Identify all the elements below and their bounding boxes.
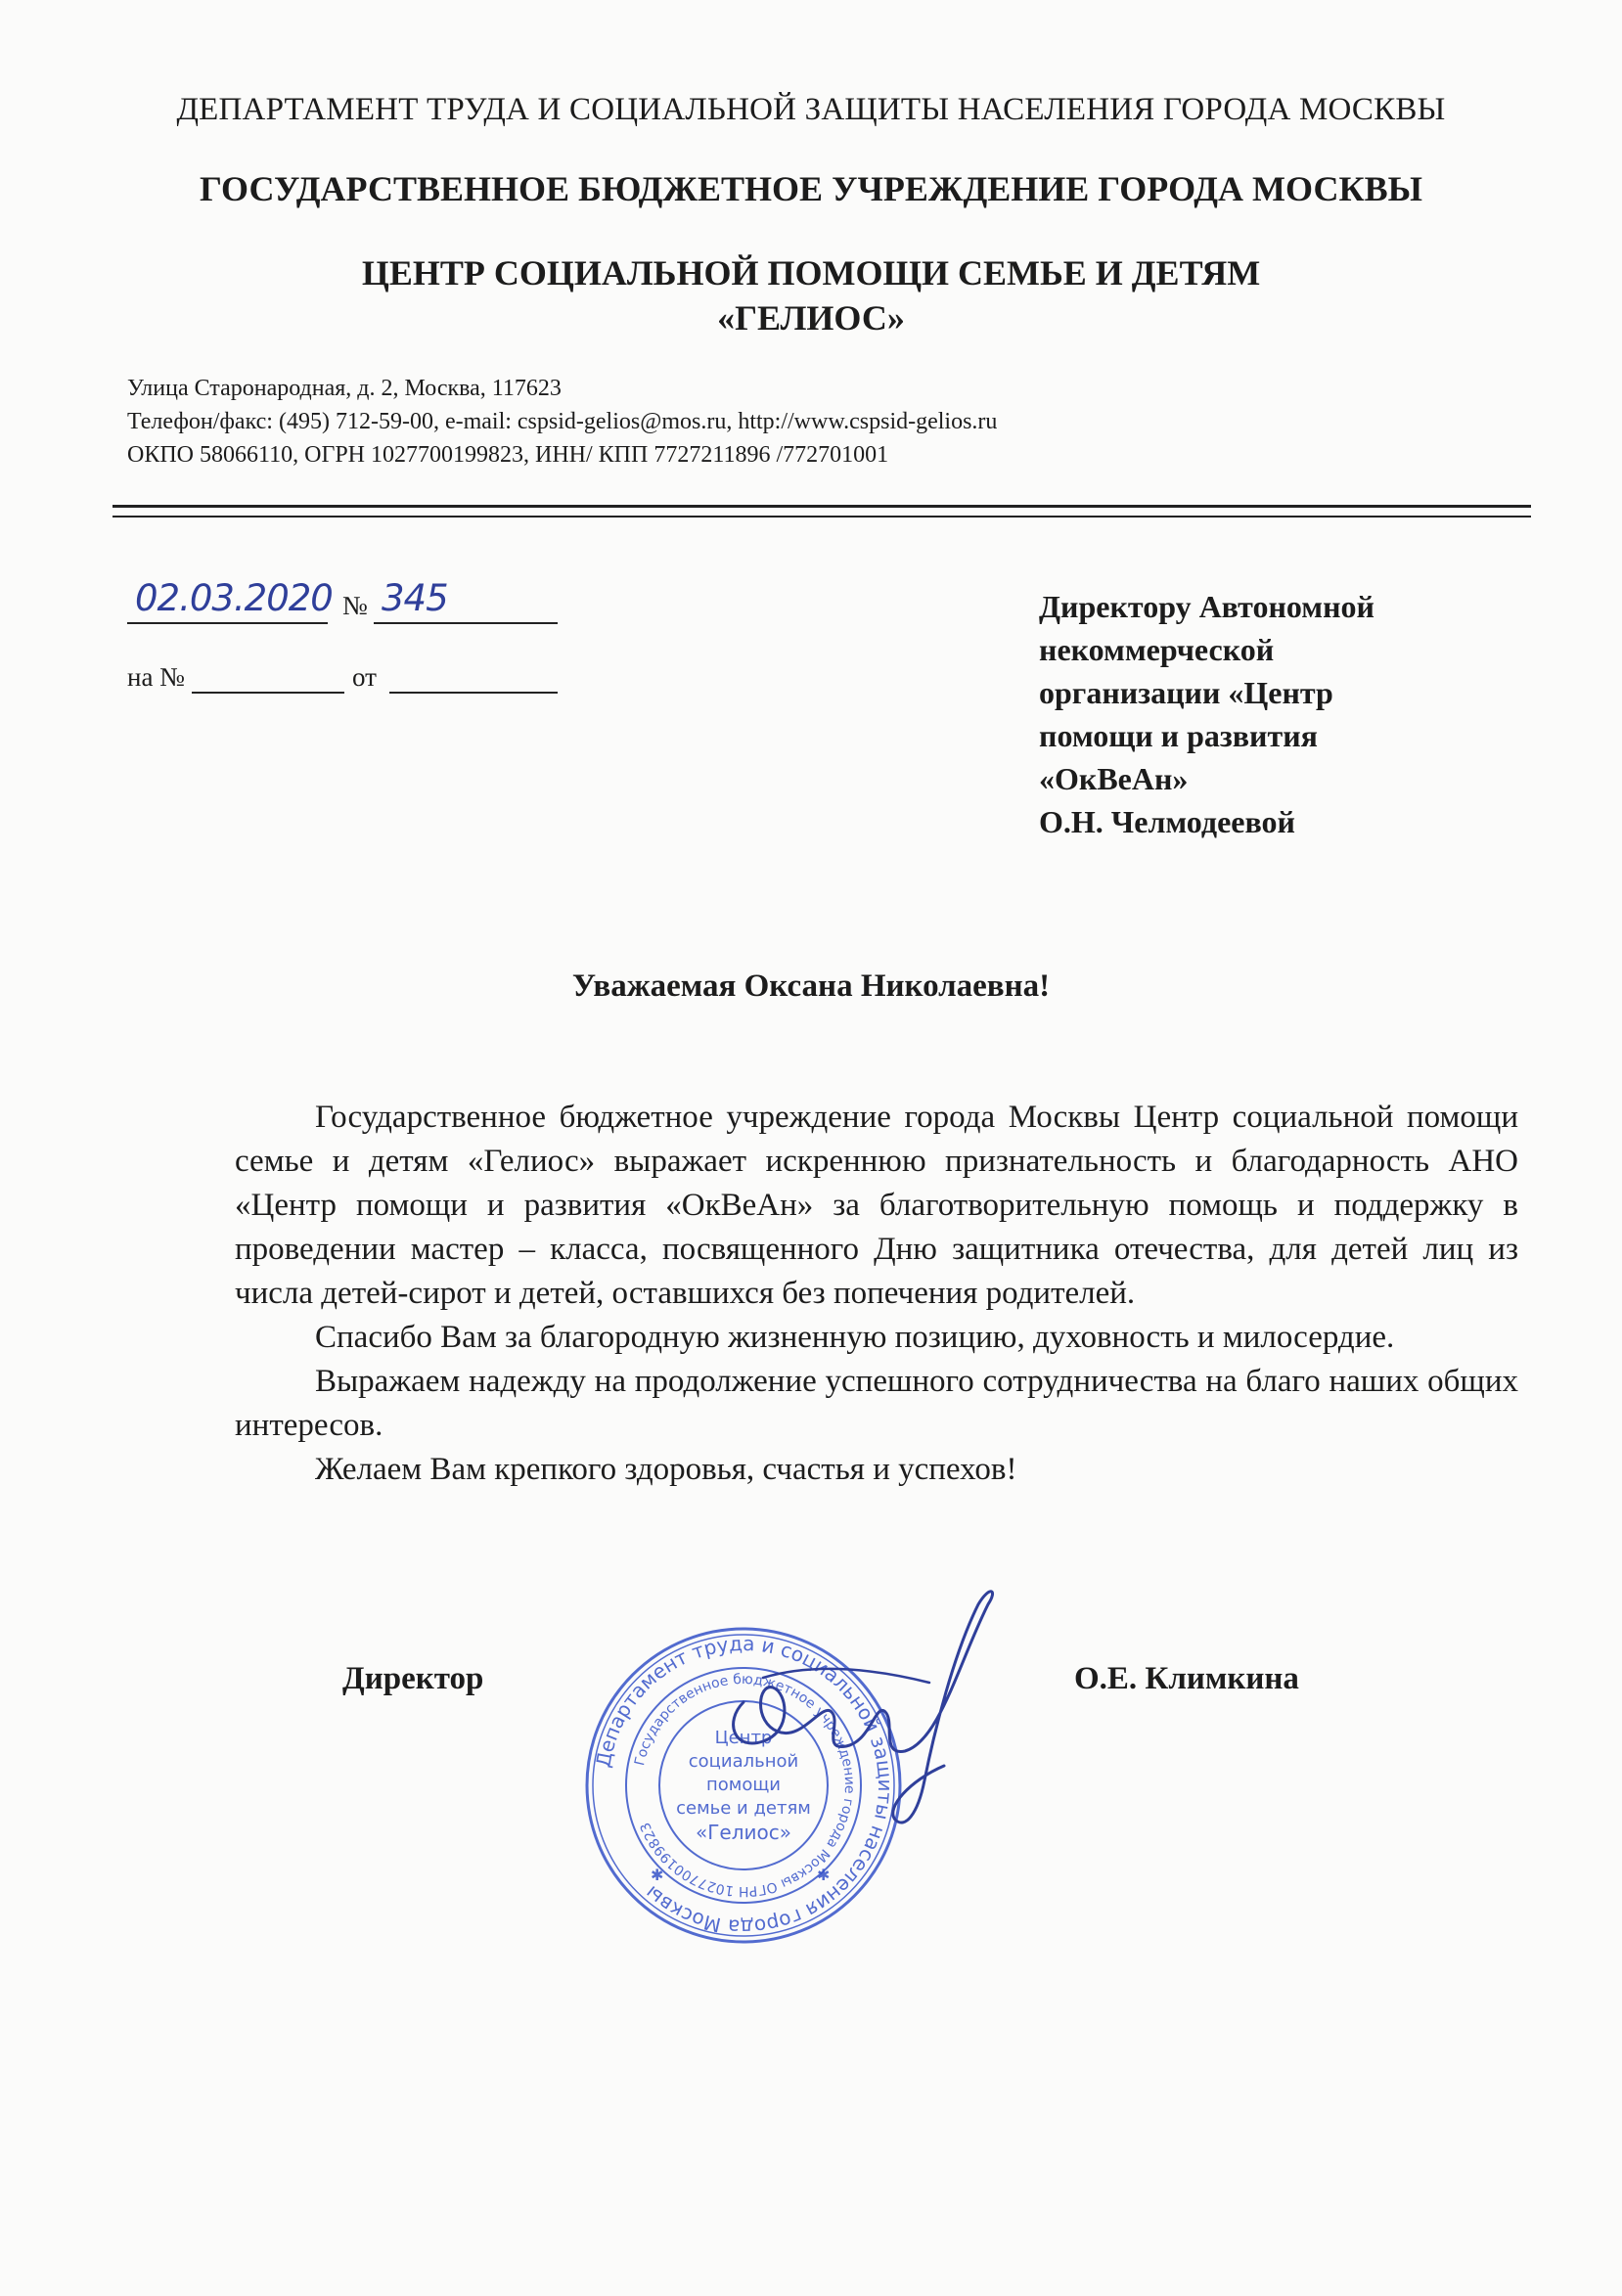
- addressee-name: О.Н. Челмодеевой: [1039, 804, 1295, 839]
- registry-codes: ОКПО 58066110, ОГРН 1027700199823, ИНН/ КПП 7727211896 /772701001: [127, 442, 889, 468]
- outgoing-reference: [127, 577, 558, 628]
- handwritten-number: 345: [382, 577, 448, 619]
- number-underline: [374, 622, 558, 624]
- organization-center-name: [0, 250, 1622, 340]
- handwritten-signature: [704, 1585, 1017, 1849]
- addressee-line: некоммерческой: [1039, 632, 1275, 667]
- contacts-block: [127, 372, 997, 472]
- handwritten-date: 02.03.2020: [135, 577, 333, 619]
- stamp-star-icon: ✱: [651, 1866, 664, 1884]
- body-paragraph: Государственное бюджетное учреждение города Москвы Центр социальной помощи семье и детям «Гелиос» выражает искреннюю признательность и благодарность АНО «Центр помощи и развития «ОкВеАн» за благотворительную помощь и поддержку в проведении мастер – класса, посвященного Дню защитника отечества, для детей лиц из числа детей-сирот и детей, оставшихся без попечения родителей.: [235, 1100, 1518, 1311]
- stamp-center-line: «Гелиос»: [696, 1821, 791, 1844]
- department-heading: ДЕПАРТАМЕНТ ТРУДА И СОЦИАЛЬНОЙ ЗАЩИТЫ НАСЕЛЕНИЯ ГОРОДА МОСКВЫ: [176, 92, 1446, 127]
- number-label: №: [342, 591, 368, 620]
- header-divider-thin: [113, 516, 1531, 518]
- stamp-outer-text: Департамент труда и социальной защиты населения города Москвы: [591, 1631, 898, 1940]
- letter-body: [235, 1096, 1518, 1492]
- stamp-star-icon: ✱: [817, 1866, 831, 1884]
- body-paragraph: Спасибо Вам за благородную жизненную позицию, духовность и милосердие.: [315, 1320, 1395, 1355]
- reply-date-underline: [389, 692, 558, 694]
- phone-email-web: Телефон/факс: (495) 712-59-00, e-mail: cspsid-gelios@mos.ru, http://www.cspsid-gelios.ru: [127, 409, 998, 434]
- addressee-line: «ОкВеАн»: [1039, 761, 1189, 796]
- addressee-line: Директору Автономной: [1039, 589, 1374, 624]
- signatory-name: О.Е. Климкина: [1074, 1661, 1299, 1696]
- reply-number-label: на №: [127, 662, 185, 692]
- reply-from-label: от: [352, 662, 377, 692]
- signatory-title: Директор: [342, 1661, 484, 1696]
- stamp-center-line: социальной: [688, 1751, 799, 1772]
- stamp-center-line: помощи: [705, 1775, 782, 1795]
- organization-center-line: ЦЕНТР СОЦИАЛЬНОЙ ПОМОЩИ СЕМЬЕ И ДЕТЯМ: [361, 253, 1261, 293]
- header-divider-thick: [113, 505, 1531, 508]
- date-underline: [127, 622, 328, 624]
- stamp-center-line: Центр: [714, 1728, 773, 1748]
- body-paragraph: Выражаем надежду на продолжение успешного сотрудничества на благо наших общих интересов.: [235, 1364, 1518, 1443]
- addressee-block: [1039, 585, 1489, 843]
- address: Улица Старонародная, д. 2, Москва, 117623: [127, 376, 562, 401]
- body-paragraph: Желаем Вам крепкого здоровья, счастья и успехов!: [315, 1452, 1017, 1487]
- reply-number-underline: [192, 692, 344, 694]
- addressee-line: организации «Центр: [1039, 675, 1333, 710]
- stamp-inner-text: Государственное бюджетное учреждение города Москвы ОГРН 1027700199823: [632, 1671, 858, 1900]
- reply-reference: [127, 660, 558, 699]
- salutation: Уважаемая Оксана Николаевна!: [571, 968, 1051, 1004]
- stamp-center-line: семье и детям: [676, 1798, 811, 1819]
- organization-center-title: «ГЕЛИОС»: [717, 298, 905, 338]
- organization-name: ГОСУДАРСТВЕННОЕ БЮДЖЕТНОЕ УЧРЕЖДЕНИЕ ГОРОДА МОСКВЫ: [200, 169, 1422, 208]
- addressee-line: помощи и развития: [1039, 718, 1318, 753]
